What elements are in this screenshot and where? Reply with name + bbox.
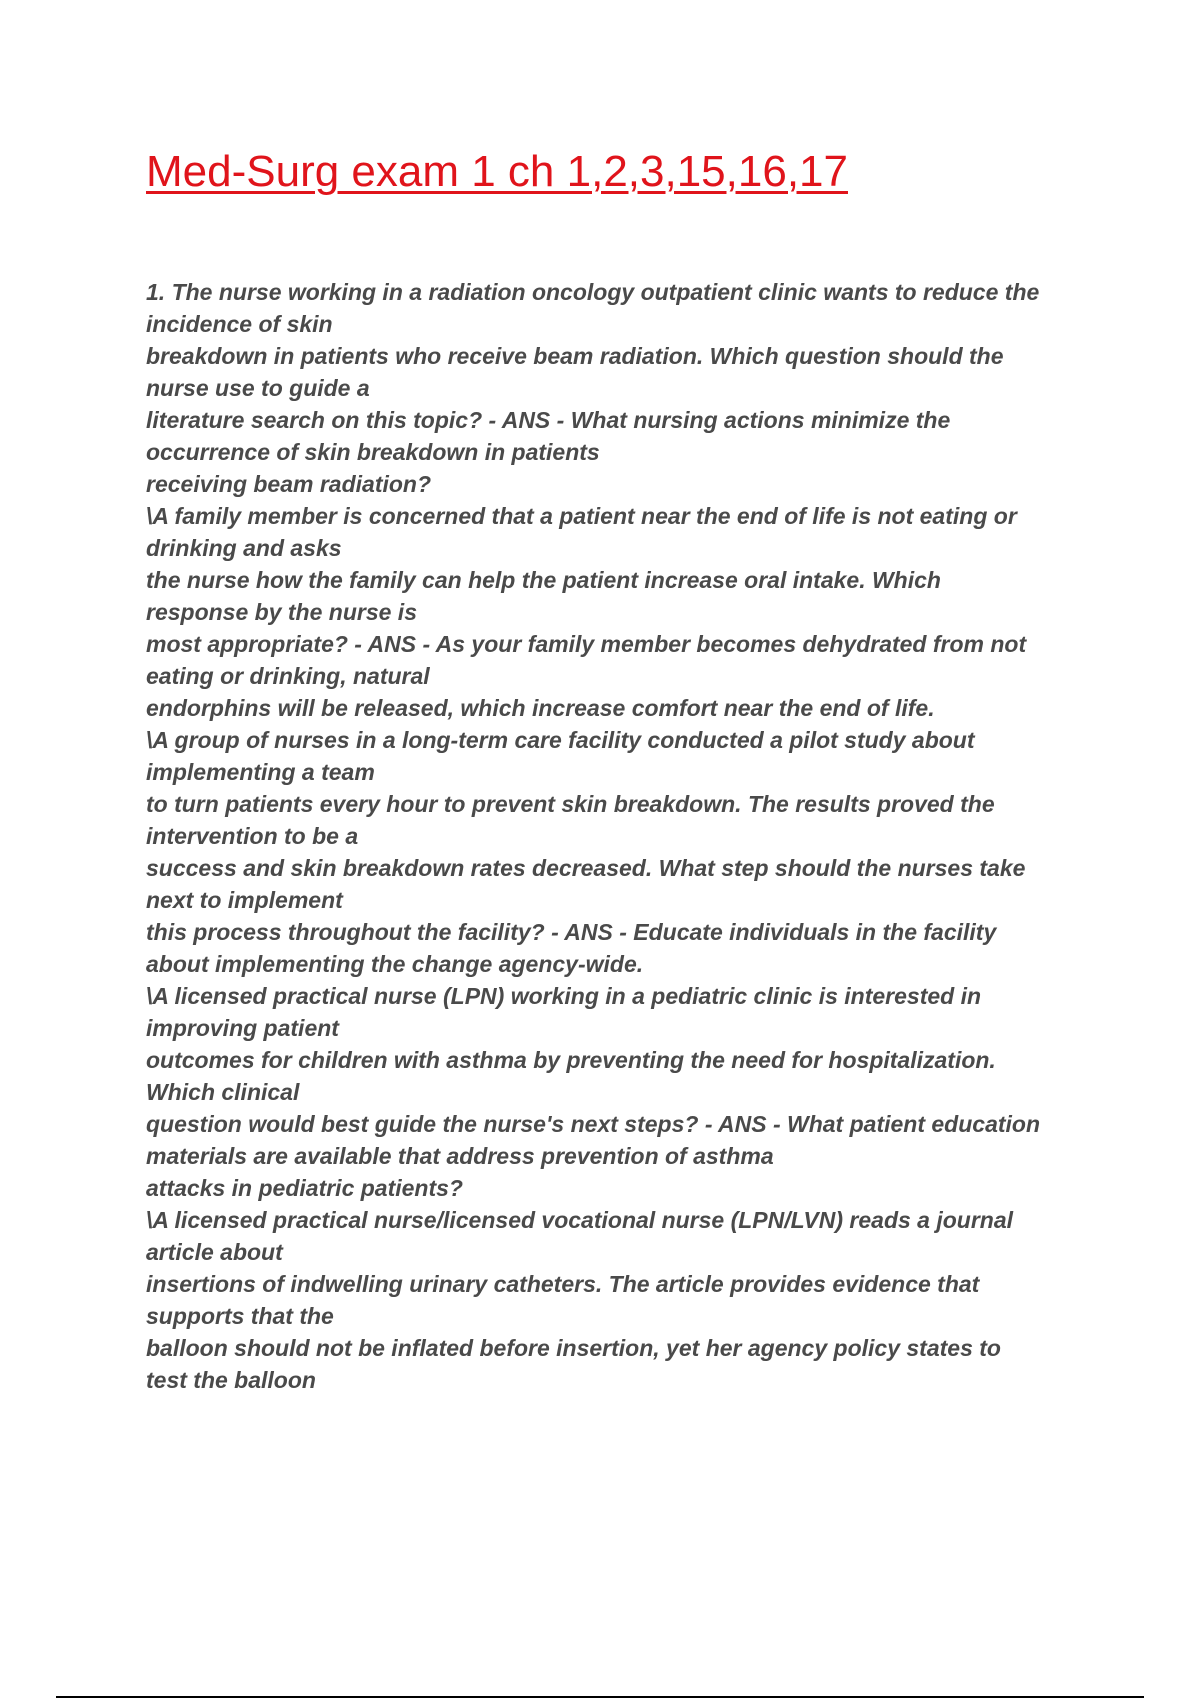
text-line: intervention to be a	[146, 823, 359, 849]
text-line: 1. The nurse working in a radiation oncology outpatient clinic wants to reduce the	[146, 279, 1040, 305]
text-line: insertions of indwelling urinary catheters. The article provides evidence that	[146, 1271, 980, 1297]
text-line: about implementing the change agency-wide.	[146, 951, 644, 977]
text-line: implementing a team	[146, 759, 375, 785]
text-line: Which clinical	[146, 1079, 300, 1105]
text-line: materials are available that address prevention of asthma	[146, 1143, 774, 1169]
text-line: \A family member is concerned that a patient near the end of life is not eating or	[146, 503, 1017, 529]
text-line: to turn patients every hour to prevent skin breakdown. The results proved the	[146, 791, 995, 817]
text-line: endorphins will be released, which increase comfort near the end of life.	[146, 695, 935, 721]
text-line: \A licensed practical nurse (LPN) working in a pediatric clinic is interested in	[146, 983, 982, 1009]
text-line: drinking and asks	[146, 535, 342, 561]
text-line: article about	[146, 1239, 283, 1265]
text-line: outcomes for children with asthma by preventing the need for hospitalization.	[146, 1047, 996, 1073]
text-line: incidence of skin	[146, 311, 333, 337]
question-text-body	[146, 276, 1106, 1396]
text-line: nurse use to guide a	[146, 375, 370, 401]
page-title: Med-Surg exam 1 ch 1,2,3,15,16,17	[146, 147, 848, 196]
text-line: supports that the	[146, 1303, 334, 1329]
text-line: improving patient	[146, 1015, 339, 1041]
text-line: next to implement	[146, 887, 343, 913]
text-line: receiving beam radiation?	[146, 471, 432, 497]
text-line: success and skin breakdown rates decreased. What step should the nurses take	[146, 855, 1026, 881]
text-line: breakdown in patients who receive beam radiation. Which question should the	[146, 343, 1004, 369]
text-line: question would best guide the nurse's next steps? - ANS - What patient education	[146, 1111, 1041, 1137]
text-line: attacks in pediatric patients?	[146, 1175, 463, 1201]
text-line: test the balloon	[146, 1367, 316, 1393]
text-line: most appropriate? - ANS - As your family member becomes dehydrated from not	[146, 631, 1027, 657]
text-line: \A group of nurses in a long-term care facility conducted a pilot study about	[146, 727, 975, 753]
text-line: \A licensed practical nurse/licensed vocational nurse (LPN/LVN) reads a journal	[146, 1207, 1014, 1233]
text-line: eating or drinking, natural	[146, 663, 430, 689]
text-line: balloon should not be inflated before insertion, yet her agency policy states to	[146, 1335, 1001, 1361]
text-line: literature search on this topic? - ANS - What nursing actions minimize the	[146, 407, 951, 433]
text-line: response by the nurse is	[146, 599, 417, 625]
text-line: occurrence of skin breakdown in patients	[146, 439, 600, 465]
page-bottom-divider	[56, 1696, 1144, 1698]
text-line: the nurse how the family can help the patient increase oral intake. Which	[146, 567, 941, 593]
text-line: this process throughout the facility? - ANS - Educate individuals in the facility	[146, 919, 997, 945]
